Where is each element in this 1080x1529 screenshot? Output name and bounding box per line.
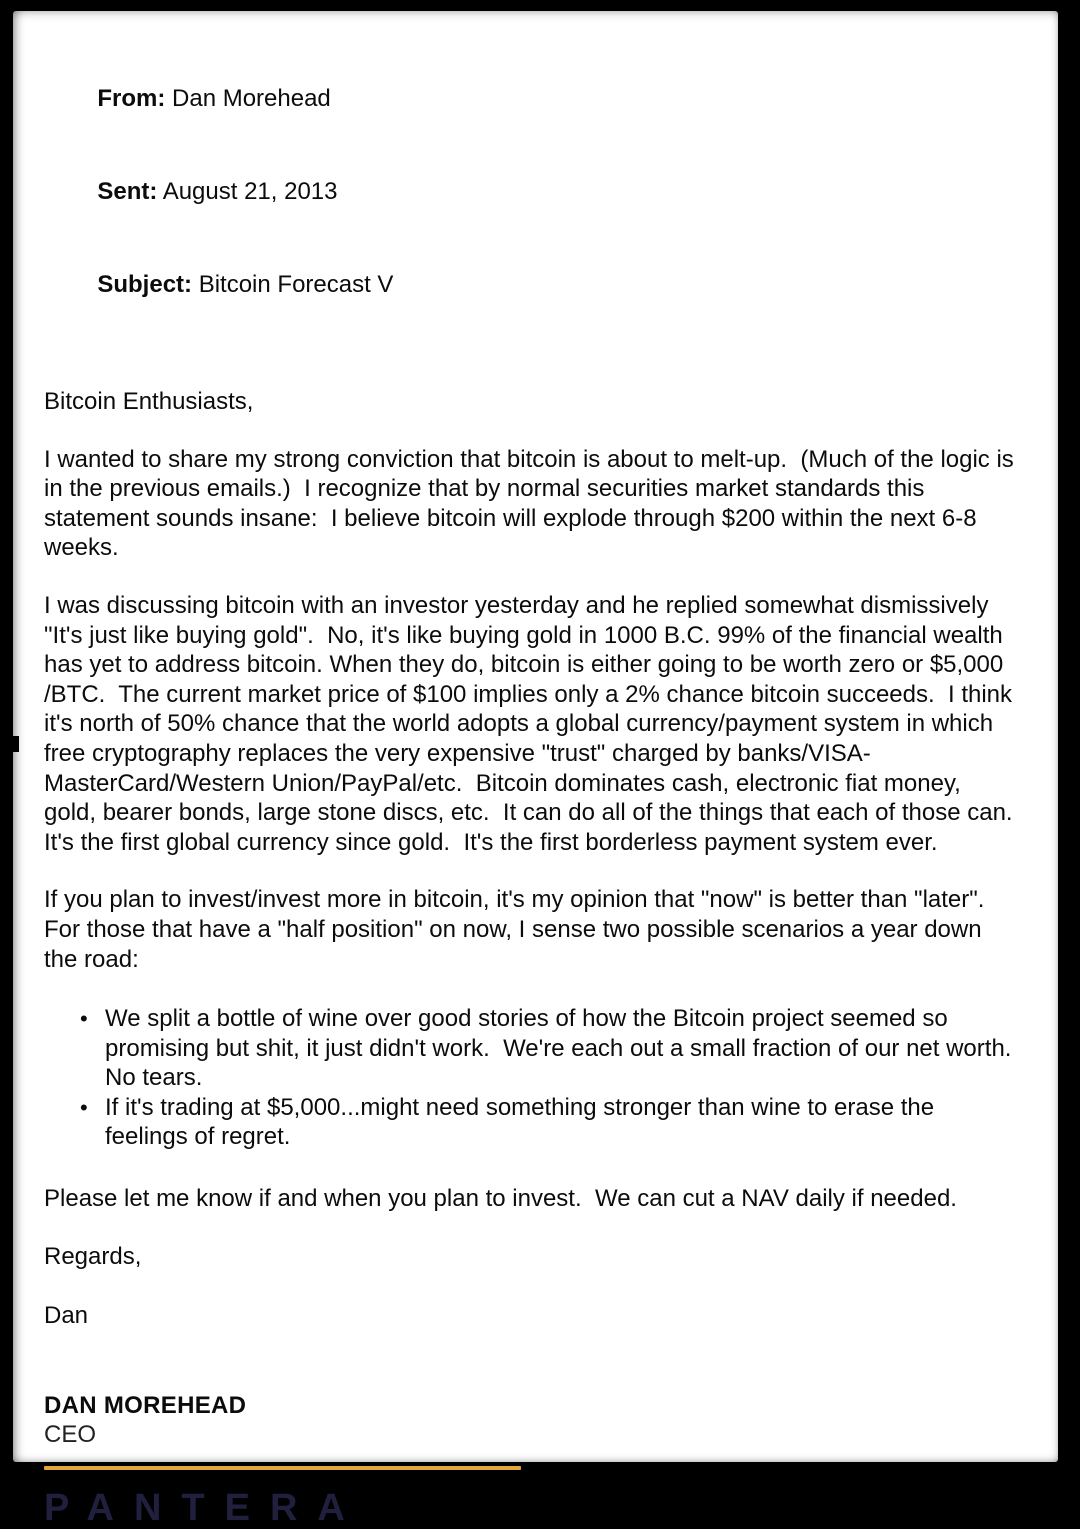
closing-line: Please let me know if and when you plan to invest. We can cut a NAV daily if needed. [44, 1185, 957, 1213]
greeting: Bitcoin Enthusiasts, [44, 388, 254, 415]
bullet-text-2: If it's trading at $5,000...might need something stronger than wine to erase the feelings of regret. [105, 1093, 941, 1151]
from-label: From: [97, 85, 166, 112]
subject-value: Bitcoin Forecast V [192, 271, 394, 298]
header-from-row [44, 52, 1018, 145]
sent-value: August 21, 2013 [157, 178, 338, 205]
sent-label: Sent: [97, 178, 158, 205]
bullet-icon: • [80, 1006, 88, 1032]
header-subject-row [44, 238, 1018, 331]
subject-label: Subject: [97, 271, 193, 298]
signature-divider [44, 1466, 521, 1470]
list-item [44, 1004, 1025, 1093]
signoff: Regards, [44, 1242, 142, 1270]
signature-casual: Dan [44, 1302, 89, 1330]
signature-title: CEO [44, 1421, 97, 1449]
from-value: Dan Morehead [165, 85, 331, 112]
bullet-text-1: We split a bottle of wine over good stories of how the Bitcoin project seemed so promising but shit, it just didn't work. We're each out a small fraction of our net worth. No tears. [105, 1005, 1025, 1092]
email-content [13, 11, 1058, 1529]
paragraph-1: I wanted to share my strong conviction that bitcoin is about to melt-up. (Much of the logic is in the previous emails.) I recognize that by normal securities market standards this statement sounds insane: I believe bitcoin will explode through $200 within the next 6-8 weeks. [44, 445, 1021, 562]
header-sent-row [44, 145, 1018, 238]
list-item [44, 1093, 1018, 1152]
paragraph-2: I was discussing bitcoin with an investor yesterday and he replied somewhat dismissively "It's just like buying gold". No, it's like buying gold in 1000 B.C. 99% of the financial wealth has yet to address bitcoin. When they do, bitcoin is either going to be worth zero or $5,000 /BTC. The current market price of $100 implies only a 2% chance bitcoin succeeds. I think it's north of 50% chance that the world adopts a global currency/payment system in which free cryptography replaces the very expensive "trust" charged by banks/VISA-MasterCard/Western Union/PayPal/etc. Bitcoin dominates cash, electronic fiat money, gold, bearer bonds, large stone discs, etc. It can do all of the things that each of those can. It's the first global currency since gold. It's the first borderless payment system ever. [44, 591, 1020, 856]
paragraph-3: If you plan to invest/invest more in bitcoin, it's my opinion that "now" is better than "later". For those that have a "half position" on now, I sense two possible scenarios a year down the road: [44, 886, 992, 973]
signature-name: DAN MOREHEAD [44, 1391, 247, 1419]
email-header [44, 52, 1018, 331]
bullet-icon: • [80, 1094, 88, 1120]
pantera-logo: PANTERA [44, 1487, 365, 1529]
bullet-list [44, 1004, 1025, 1152]
